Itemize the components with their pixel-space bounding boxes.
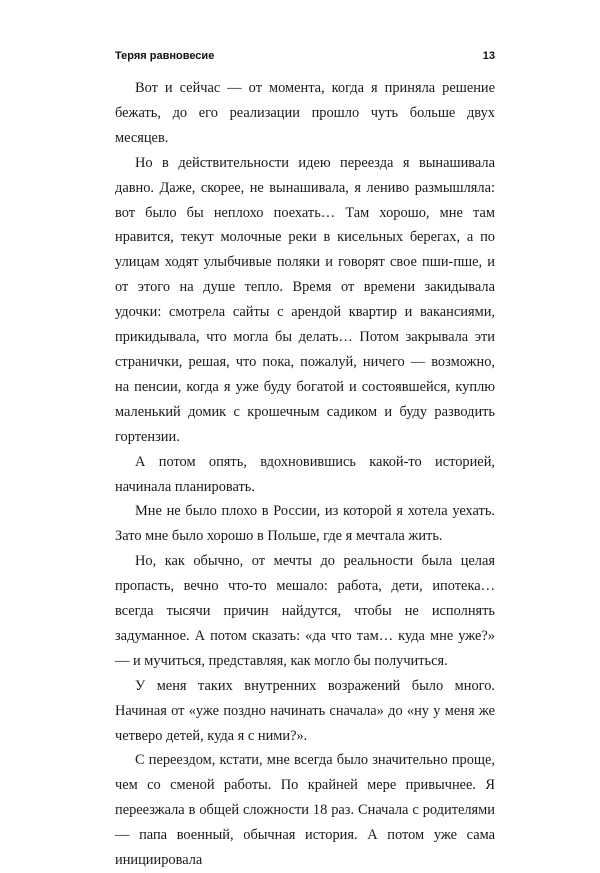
paragraph: Вот и сейчас — от момента, когда я приняла решение бежать, до его реализации прошло чуть больше двух месяцев. (115, 80, 495, 146)
paragraph: Но, как обычно, от мечты до реальности была целая пропасть, вечно что-то мешало: работа, дети, ипотека… всегда тысячи причин найдутся, чтобы не исполнять задуманное. А потом сказать: «да что там… куда мне уже?» — и мучиться, представляя, как могло бы получиться. (115, 553, 495, 669)
paragraph: Мне не было плохо в России, из которой я хотела уехать. Зато мне было хорошо в Польше, где я мечтала жить. (115, 503, 495, 545)
paragraph: А потом опять, вдохновившись какой-то историей, начинала планировать. (115, 453, 495, 495)
running-head (115, 50, 495, 68)
paragraph: Но в действительности идею переезда я вынашивала давно. Даже, скорее, не вынашивала, я лениво размышляла: вот было бы неплохо поехать… Там хорошо, мне там нравится, текут молочные реки в кисельных берегах, а по улицам ходят улыбчивые поляки и говорят свое пши-пше, и от этого на душе тепло. Время от времени закидывала удочки: смотрела сайты с арендой квартир и вакансиями, прикидывала, что могла бы делать… Потом закрывала эти странички, решая, что пока, пожалуй, ничего — возможно, на пенсии, когда я уже буду богатой и состоявшейся, куплю маленький домик с крошечным садиком и буду разводить гортензии. (115, 154, 495, 445)
paragraph: С переездом, кстати, мне всегда было значительно проще, чем со сменой работы. По крайней мере привычнее. Я переезжала в общей сложности 18 раз. Сначала с родителями — папа военный, обычная история. А потом уже сама инициировала (115, 752, 495, 869)
body-text (115, 76, 495, 873)
paragraph: У меня таких внутренних возражений было много. Начиная от «уже поздно начинать сначала» до «ну у меня же четверо детей, куда я с ними?». (115, 677, 495, 744)
chapter-title: Теряя равновесие (115, 50, 215, 62)
page-number: 13 (482, 50, 495, 62)
